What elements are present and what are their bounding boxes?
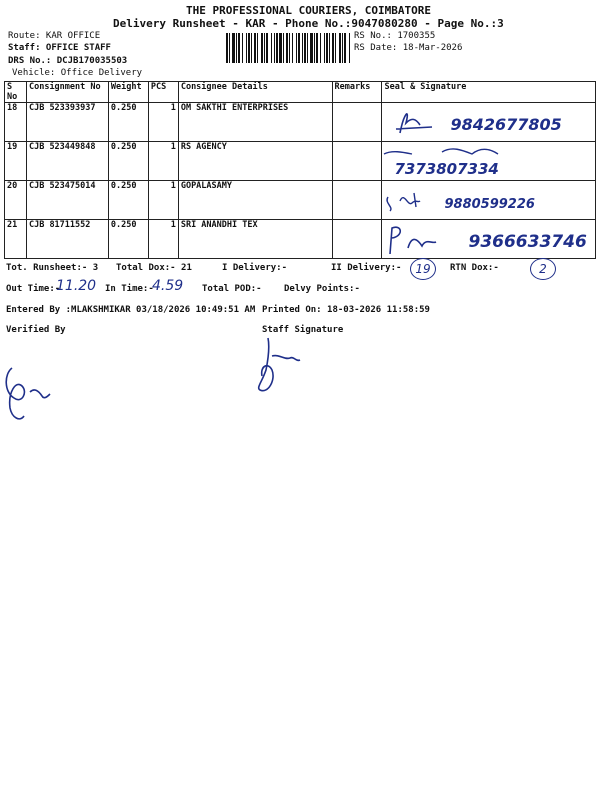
delvy-points: Delvy Points:- [284, 284, 360, 294]
row-pcs: 1 [148, 103, 178, 142]
row-pcs: 1 [148, 220, 178, 259]
row-sno: 20 [5, 181, 27, 220]
total-dox: Total Dox:- 21 [116, 263, 192, 273]
signature-scrawl [382, 103, 442, 141]
row-sno: 19 [5, 142, 27, 181]
row-remarks [332, 181, 382, 220]
handwritten-phone: 9842677805 [450, 115, 562, 134]
drs-label: DRS No.: DCJB170035503 [8, 56, 128, 66]
row-remarks [332, 220, 382, 259]
row-consignment: CJB 523393937 [26, 103, 108, 142]
col-remarks: Remarks [332, 82, 382, 103]
table-row [5, 103, 596, 142]
row-remarks [332, 103, 382, 142]
rtn-dox: RTN Dox:- [450, 263, 499, 273]
runsheet-subtitle: Delivery Runsheet - KAR - Phone No.:9047080280 - Page No.:3 [113, 17, 504, 30]
row-sno: 18 [5, 103, 27, 142]
row-remarks [332, 142, 382, 181]
rtn-dox-circled-count: 2 [530, 258, 556, 280]
company-title: THE PROFESSIONAL COURIERS, COIMBATORE [186, 4, 432, 17]
col-weight: Weight [108, 82, 148, 103]
row-sno: 21 [5, 220, 27, 259]
verified-signature [2, 362, 62, 426]
in-time-handwritten: 4.59 [152, 278, 184, 294]
printed-on: Printed On: 18-03-2026 11:58:59 [262, 305, 430, 315]
staff-signature-label: Staff Signature [262, 325, 344, 335]
col-consignee: Consignee Details [178, 82, 332, 103]
col-consignment: Consignment No [26, 82, 108, 103]
row-weight: 0.250 [108, 103, 148, 142]
i-delivery: I Delivery:- [222, 263, 288, 273]
row-consignee: GOPALASAMY [178, 181, 332, 220]
row-signature-cell [382, 181, 596, 220]
row-weight: 0.250 [108, 142, 148, 181]
route-label: Route: KAR OFFICE [8, 31, 101, 41]
row-signature-cell [382, 220, 596, 259]
rs-date: RS Date: 18-Mar-2026 [354, 43, 463, 53]
entered-by: Entered By :MLAKSHMIKAR 03/18/2026 10:49:51 AM [6, 305, 256, 315]
row-consignee: SRI ANANDHI TEX [178, 220, 332, 259]
consignment-table [4, 81, 596, 259]
tot-runsheet: Tot. Runsheet:- 3 [6, 263, 99, 273]
total-pod: Total POD:- [202, 284, 262, 294]
row-weight: 0.250 [108, 181, 148, 220]
col-seal-signature: Seal & Signature [382, 82, 596, 103]
ii-delivery-circled-count: 19 [410, 258, 436, 280]
signature-scrawl [382, 181, 442, 219]
row-signature-cell [382, 142, 596, 181]
row-pcs: 1 [148, 142, 178, 181]
row-signature-cell [382, 103, 596, 142]
out-time-handwritten: 11.20 [56, 278, 97, 294]
handwritten-phone: 9880599226 [444, 197, 535, 212]
handwritten-phone: 9366633746 [468, 232, 587, 252]
row-consignment: CJB 523449848 [26, 142, 108, 181]
row-pcs: 1 [148, 181, 178, 220]
signature-scrawl [382, 220, 462, 258]
row-consignee: RS AGENCY [178, 142, 332, 181]
row-consignee: OM SAKTHI ENTERPRISES [178, 103, 332, 142]
row-consignment: CJB 523475014 [26, 181, 108, 220]
vehicle-label: Vehicle: Office Delivery [12, 68, 143, 78]
col-pcs: PCS [148, 82, 178, 103]
table-row [5, 181, 596, 220]
table-row [5, 142, 596, 181]
ii-delivery: II Delivery:- [331, 263, 402, 273]
rs-number: RS No.: 1700355 [354, 31, 436, 41]
handwritten-phone: 7373807334 [394, 160, 499, 178]
row-weight: 0.250 [108, 220, 148, 259]
table-header-row [5, 82, 596, 103]
table-row [5, 220, 596, 259]
staff-label: Staff: OFFICE STAFF [8, 43, 111, 53]
staff-signature [250, 336, 310, 396]
barcode-image [226, 33, 350, 63]
verified-by-label: Verified By [6, 325, 66, 335]
row-consignment: CJB 81711552 [26, 220, 108, 259]
col-sno: S No [5, 82, 27, 103]
out-time: Out Time:- [6, 284, 61, 294]
in-time: In Time:- [105, 284, 154, 294]
